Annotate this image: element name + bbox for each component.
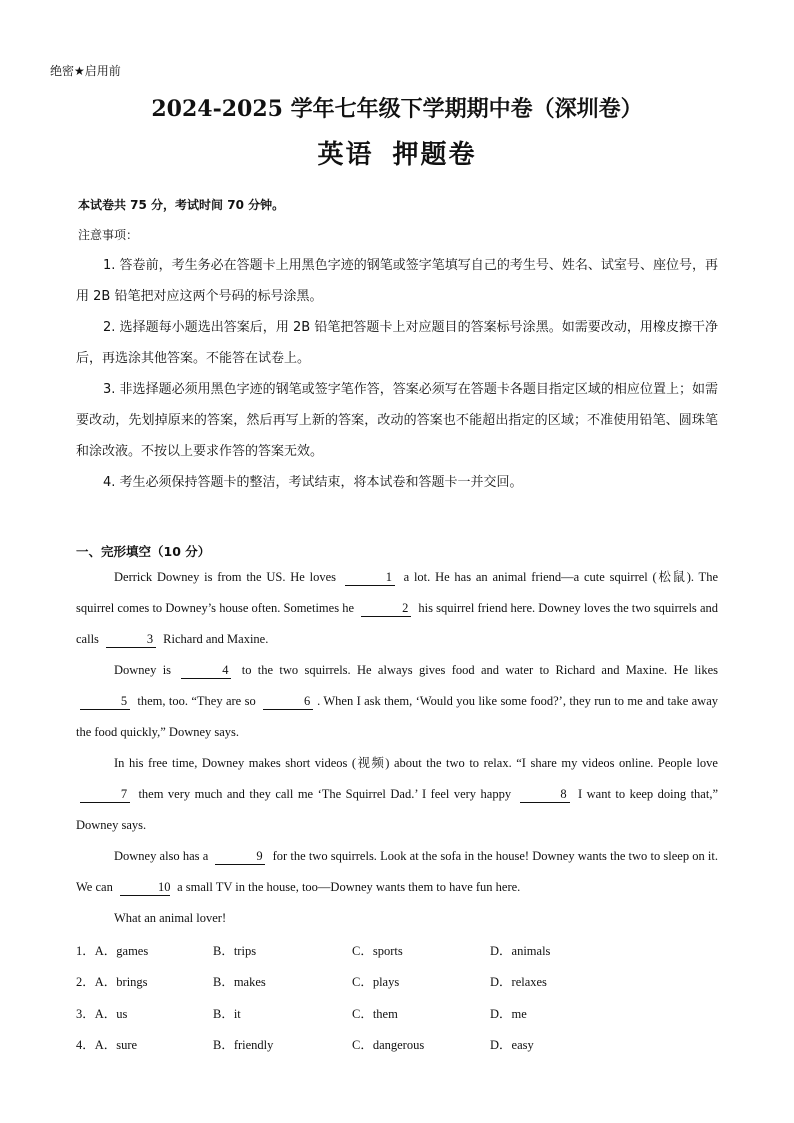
passage-paragraph: Downey also has a 9 for the two squirrels. Look at the sofa in the house! Downey wants the two to sleep on it. We can 10 a small TV in the house, too—Downey wants them to have fun here.: [76, 849, 719, 894]
option-b: B．trips: [213, 944, 257, 958]
blank-6: 6: [263, 694, 313, 710]
blank-2: 2: [361, 601, 411, 617]
passage-paragraph: Derrick Downey is from the US. He loves 1 a lot. He has an animal friend—a cute squirrel (松鼠). The squirrel comes to Downey’s house often. Sometimes he 2 his squirrel friend here. Downey loves the two squirrels and calls 3 Richard and Maxine.: [76, 570, 718, 646]
notice-list: [76, 250, 718, 498]
passage-closing: What an animal lover!: [114, 911, 227, 925]
option-d: D．easy: [490, 1037, 534, 1052]
notice-item: 2. 选择题每小题选出答案后，用 2B 铅笔把答题卡上对应题目的答案标号涂黑。如需要改动，用橡皮擦干净后，再选涂其他答案。不能答在试卷上。: [76, 320, 718, 366]
notice-item: 4. 考生必须保持答题卡的整洁，考试结束，将本试卷和答题卡一并交回。: [103, 475, 523, 490]
blank-3: 3: [106, 632, 156, 648]
exam-subtitle: 英语 押题卷: [317, 140, 477, 170]
cloze-passage: [76, 562, 718, 934]
score-time-info: 本试卷共 75 分，考试时间 70 分钟。: [78, 198, 285, 212]
passage-paragraph: In his free time, Downey makes short videos (视频) about the two to relax. “I share my videos online. People love 7 them very much and they call me ‘The Squirrel Dad.’ I feel very happy 8 I want to keep doing that,” Downey says.: [76, 756, 718, 832]
passage-paragraph: Downey is 4 to the two squirrels. He always gives food and water to Richard and Maxine. He likes 5 them, too. “They are so 6 . When I ask them, ‘Would you like some food?’, they run to me and take away the food quickly,” Downey says.: [76, 663, 718, 739]
notice-item: 1. 答卷前，考生务必在答题卡上用黑色字迹的钢笔或签字笔填写自己的考生号、姓名、试室号、座位号，再用 2B 铅笔把对应这两个号码的标号涂黑。: [76, 258, 718, 304]
notice-heading: 注意事项：: [78, 228, 139, 242]
question-options-row: [76, 1030, 718, 1061]
answer-options: [76, 936, 718, 1061]
option-d: D．me: [490, 1006, 527, 1021]
blank-10: 10: [120, 880, 170, 896]
option-b: B．friendly: [213, 1037, 274, 1052]
option-a: 1．A．games: [76, 944, 149, 958]
question-options-row: [76, 999, 718, 1030]
blank-1: 1: [345, 570, 395, 586]
question-options-row: [76, 936, 718, 967]
blank-8: 8: [520, 787, 570, 803]
exam-title: 2024-2025 学年七年级下学期期中卷（深圳卷）: [151, 96, 643, 122]
option-a: 4．A．sure: [76, 1037, 138, 1052]
option-a: 2．A．brings: [76, 975, 148, 990]
blank-7: 7: [80, 787, 130, 803]
blank-5: 5: [80, 694, 130, 710]
section-heading: 一、完形填空（10 分）: [76, 544, 211, 559]
option-c: C．them: [352, 1006, 398, 1021]
confidential-label: 绝密★启用前: [50, 64, 121, 78]
blank-4: 4: [181, 663, 231, 679]
blank-9: 9: [215, 849, 265, 865]
option-c: C．dangerous: [352, 1037, 425, 1052]
option-c: C．plays: [352, 975, 400, 990]
option-c: C．sports: [352, 944, 403, 958]
option-d: D．animals: [490, 944, 551, 958]
notice-item: 3. 非选择题必须用黑色字迹的钢笔或签字笔作答，答案必须写在答题卡各题目指定区域的相应位置上；如需要改动，先划掉原来的答案，然后再写上新的答案，改动的答案也不能超出指定的区域；不准使用铅笔、圆珠笔和涂改液。不按以上要求作答的答案无效。: [76, 382, 718, 459]
option-b: B．it: [213, 1006, 241, 1021]
option-a: 3．A．us: [76, 1006, 128, 1021]
option-d: D．relaxes: [490, 975, 547, 990]
question-options-row: [76, 967, 718, 998]
option-b: B．makes: [213, 975, 266, 990]
